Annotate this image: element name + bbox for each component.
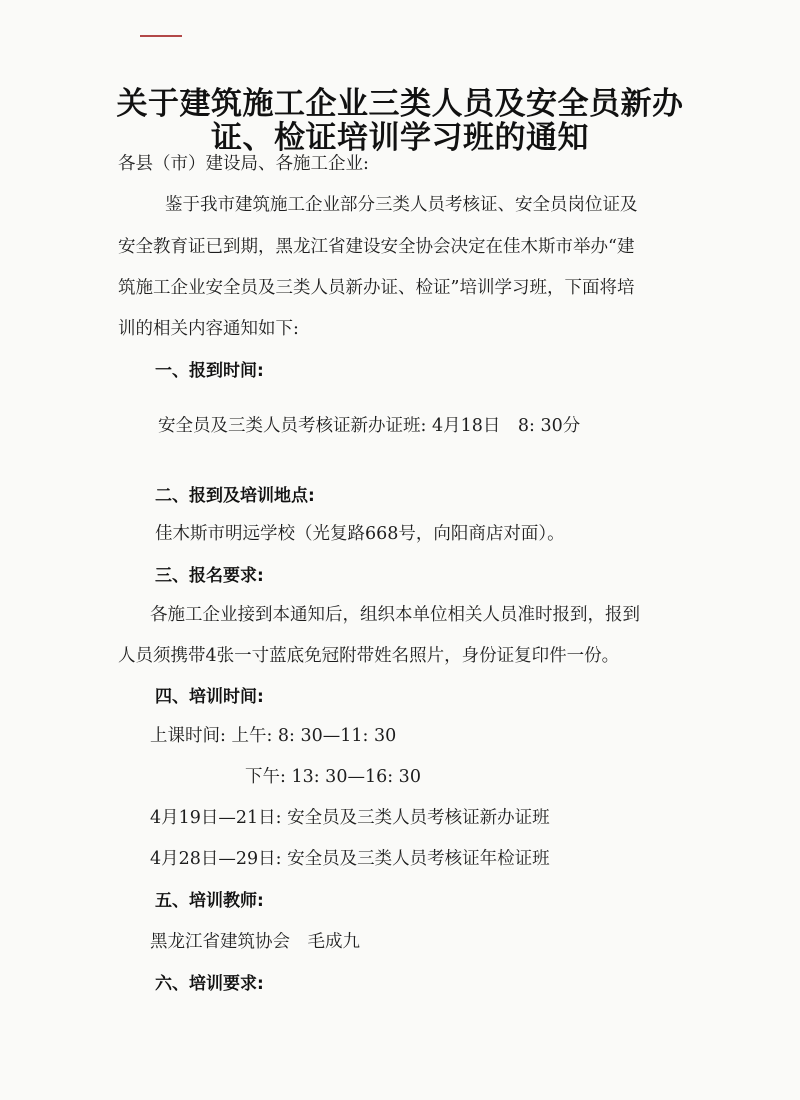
schedule-new-cert: 4月19日—21日: 安全员及三类人员考核证新办证班 [150, 808, 550, 828]
salutation: 各县（市）建设局、各施工企业: [118, 154, 369, 174]
section-heading-location: 二、报到及培训地点: [155, 486, 315, 506]
section-heading-registration: 三、报名要求: [155, 566, 264, 586]
intro-line-2: 安全教育证已到期，黑龙江省建设安全协会决定在佳木斯市举办“建 [118, 237, 635, 257]
intro-line-3: 筑施工企业安全员及三类人员新办证、检证”培训学习班，下面将培 [118, 278, 635, 298]
registration-line-2: 人员须携带4张一寸蓝底免冠附带姓名照片，身份证复印件一份。 [118, 646, 620, 666]
intro-line-4: 训的相关内容通知如下: [118, 319, 299, 339]
scan-mark [140, 35, 182, 37]
checkin-time-text: 安全员及三类人员考核证新办证班: 4月18日 8: 30分 [158, 416, 581, 436]
schedule-annual-check: 4月28日—29日: 安全员及三类人员考核证年检证班 [150, 849, 550, 869]
intro-line-1: 鉴于我市建筑施工企业部分三类人员考核证、安全员岗位证及 [165, 195, 638, 215]
document-title-line-2: 证、检证培训学习班的通知 [211, 120, 589, 156]
class-time-morning: 上课时间: 上午: 8: 30—11: 30 [150, 726, 397, 746]
document-title-line-1: 关于建筑施工企业三类人员及安全员新办 [116, 86, 684, 122]
instructor-text: 黑龙江省建筑协会 毛成九 [150, 932, 360, 952]
section-heading-checkin-time: 一、报到时间: [155, 361, 264, 381]
registration-line-1: 各施工企业接到本通知后，组织本单位相关人员准时报到，报到 [150, 605, 640, 625]
location-text: 佳木斯市明远学校（光复路668号，向阳商店对面）。 [155, 524, 565, 544]
section-heading-training-requirements: 六、培训要求: [155, 974, 264, 994]
section-heading-training-time: 四、培训时间: [155, 687, 264, 707]
section-heading-instructor: 五、培训教师: [155, 891, 264, 911]
class-time-afternoon: 下午: 13: 30—16: 30 [245, 767, 421, 787]
